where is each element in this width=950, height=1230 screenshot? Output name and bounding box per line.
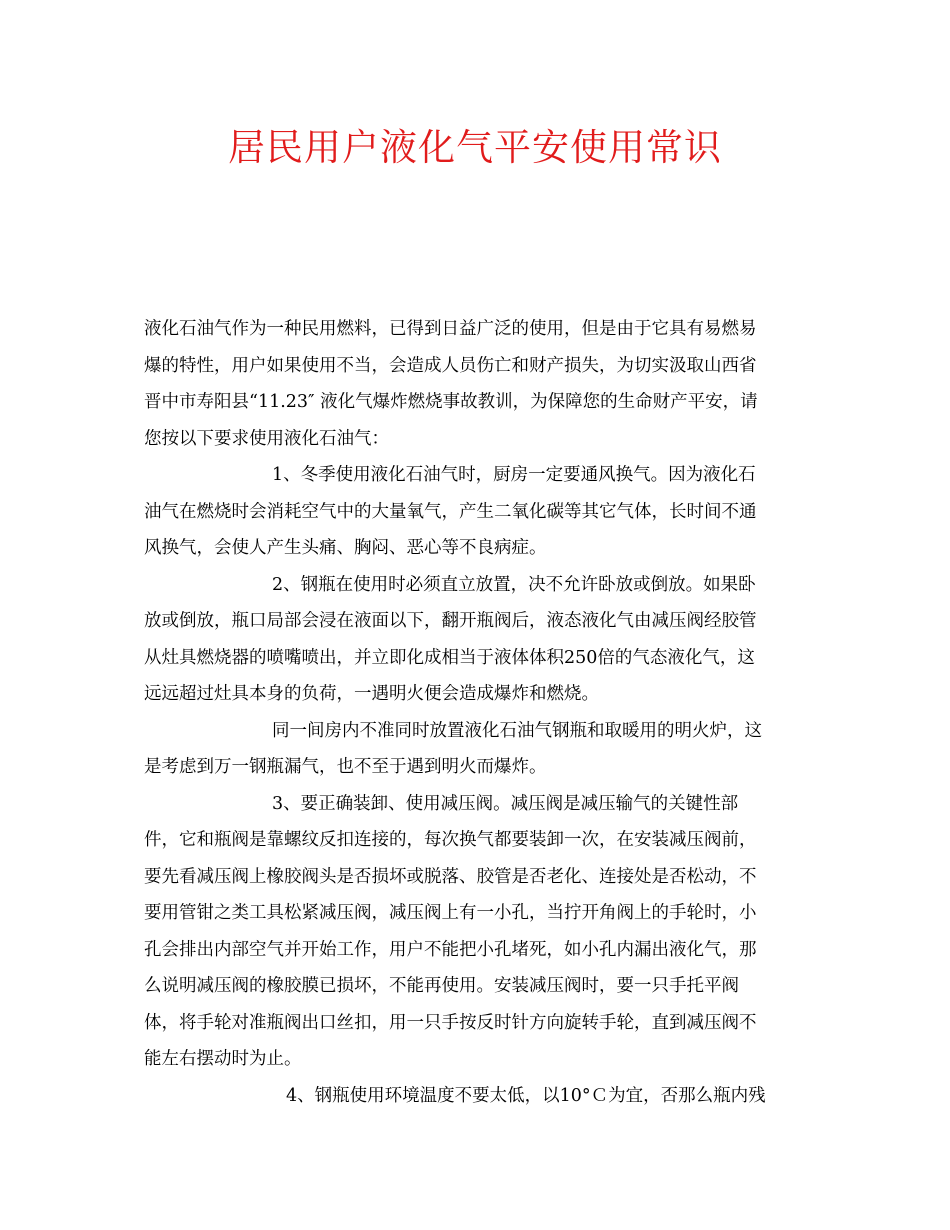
paragraph-line: 油气在燃烧时会消耗空气中的大量氧气，产生二氧化碳等其它气体，长时间不通 bbox=[144, 501, 757, 522]
paragraph-line: 同一间房内不准同时放置液化石油气钢瓶和取暖用的明火炉，这 bbox=[272, 720, 762, 741]
paragraph-line: 要先看减压阀上橡胶阀头是否损坏或脱落、胶管是否老化、连接处是否松动，不 bbox=[144, 866, 757, 887]
paragraph-line: 是考虑到万一钢瓶漏气，也不至于遇到明火而爆炸。 bbox=[144, 757, 547, 777]
paragraph-line: 1、冬季使用液化石油气时，厨房一定要通风换气。因为液化石 bbox=[272, 465, 756, 485]
paragraph-line: 您按以下要求使用液化石油气： bbox=[144, 428, 389, 449]
paragraph-line: 从灶具燃烧器的喷嘴喷出，并立即化成相当于液体体积250倍的气态液化气，这 bbox=[144, 647, 755, 668]
paragraph-line: 4、钢瓶使用环境温度不要太低，以10°Ｃ为宜，否那么瓶内残 bbox=[286, 1085, 766, 1106]
paragraph-line: 要用管钳之类工具松紧减压阀，减压阀上有一小孔，当拧开角阀上的手轮时，小 bbox=[144, 903, 757, 923]
paragraph-line: 风换气，会使人产生头痛、胸闷、恶心等不良病症。 bbox=[144, 538, 547, 558]
paragraph-line: 远远超过灶具本身的负荷，一遇明火便会造成爆炸和燃烧。 bbox=[144, 684, 599, 704]
paragraph-line: 件，它和瓶阀是靠螺纹反扣连接的，每次换气都要装卸一次，在安装减压阀前， bbox=[144, 830, 757, 850]
paragraph-line: 孔会排出内部空气并开始工作，用户不能把小孔堵死，如小孔内漏出液化气，那 bbox=[144, 939, 757, 960]
paragraph-line: 爆的特性，用户如果使用不当，会造成人员伤亡和财产损失，为切实汲取山西省 bbox=[144, 355, 757, 376]
document-title: 居民用户液化气平安使用常识 bbox=[228, 126, 722, 169]
paragraph-line: 液化石油气作为一种民用燃料，已得到日益广泛的使用，但是由于它具有易燃易 bbox=[144, 319, 757, 339]
paragraph-line: 2、钢瓶在使用时必须直立放置，决不允许卧放或倒放。如果卧 bbox=[272, 574, 756, 595]
document-body bbox=[144, 311, 808, 1114]
paragraph-line: 能左右摆动时为止。 bbox=[144, 1049, 302, 1069]
paragraph-line: 体，将手轮对准瓶阀出口丝扣，用一只手按反时针方向旋转手轮，直到减压阀不 bbox=[144, 1012, 757, 1033]
paragraph-line: 放或倒放，瓶口局部会浸在液面以下，翻开瓶阀后，液态液化气由减压阀经胶管 bbox=[144, 611, 757, 631]
paragraph-line: 晋中市寿阳县“11.23″ 液化气爆炸燃烧事故教训，为保障您的生命财产平安，请 bbox=[144, 392, 758, 412]
paragraph-line: 3、要正确装卸、使用减压阀。减压阀是减压输气的关键性部 bbox=[272, 793, 739, 814]
paragraph-line: 么说明减压阀的橡胶膜已损坏，不能再使用。安装减压阀时，要一只手托平阀 bbox=[144, 976, 739, 996]
